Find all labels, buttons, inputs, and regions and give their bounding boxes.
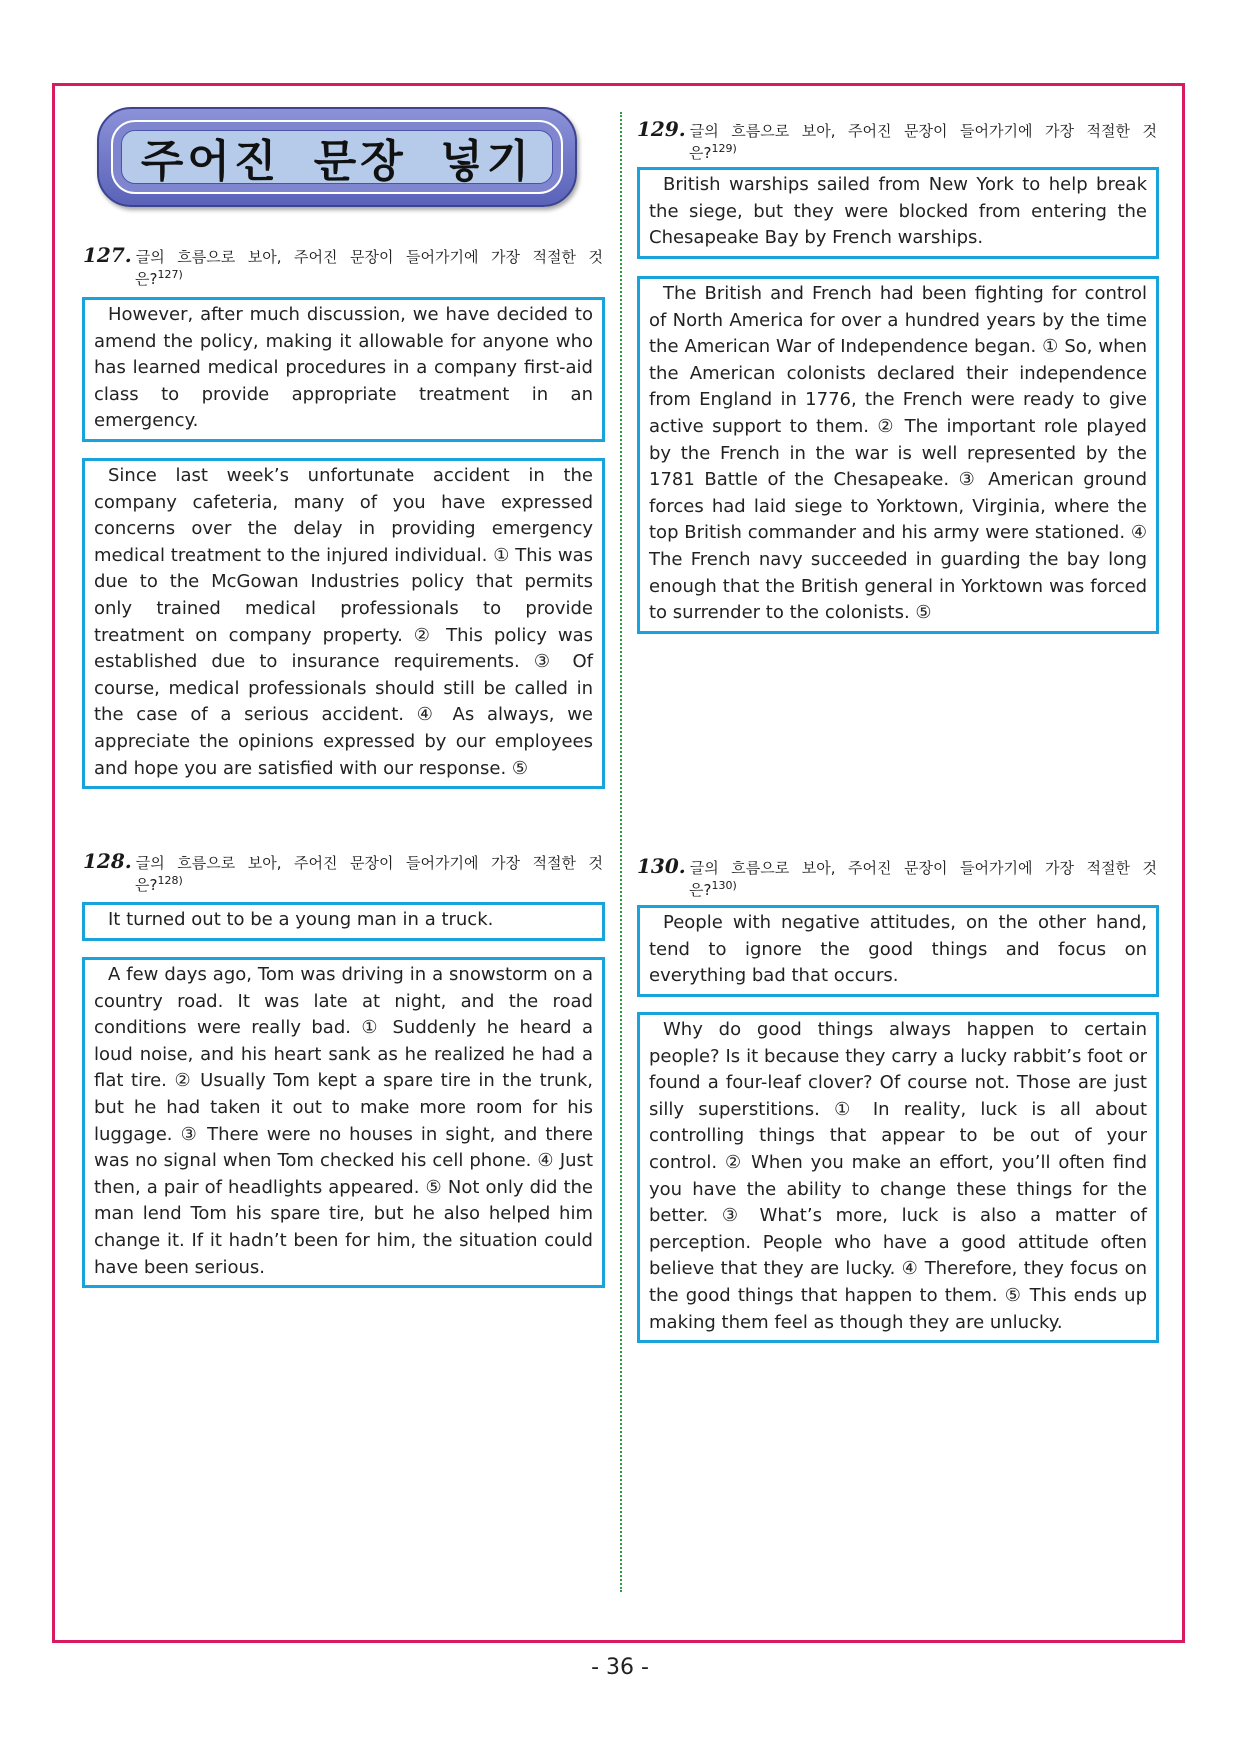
question-128-prompt-line [83, 850, 603, 874]
question-127-footnote-ref: 127) [157, 268, 183, 281]
question-130-prompt-end: 은? [689, 881, 712, 899]
question-129-header [637, 118, 1157, 164]
question-128-footnote-ref: 128) [157, 874, 183, 887]
question-127-header [83, 244, 603, 290]
question-130-footnote-ref: 130) [711, 879, 737, 892]
question-129-prompt: 글의 흐름으로 보아, 주어진 문장이 들어가기에 가장 적절한 것 [689, 122, 1157, 140]
question-128-given-sentence-box [82, 902, 605, 941]
question-129-footnote-ref: 129) [711, 142, 737, 155]
page-number: - 36 - [591, 1655, 649, 1680]
question-129-given-sentence-box [637, 167, 1159, 259]
question-127-prompt: 글의 흐름으로 보아, 주어진 문장이 들어가기에 가장 적절한 것 [135, 248, 603, 266]
question-130-given-sentence-box [637, 905, 1159, 997]
question-128-given-sentence: It turned out to be a young man in a truck. [108, 909, 494, 930]
question-127-prompt-line2 [83, 268, 603, 290]
question-130-header [637, 855, 1157, 901]
question-128-prompt-end: 은? [135, 876, 158, 894]
question-128-number: 128. [83, 849, 132, 873]
question-129-passage: The British and French had been fighting for control of North America for over a hundred years by the time the American War of Independence began. ① So, when the American colonists declared their independence from England in 1776, the French were ready to give active support to them. ② The important role played by the French in the war is well represented by the 1781 Battle of the Chesapeake. ③ American ground forces had laid siege to Yorktown, Virginia, where the top British commander and his army were stationed. ④ The French navy succeeded in guarding the bay long enough that the British general in Yorktown was forced to surrender to the colonists. ⑤ [649, 283, 1147, 624]
question-129-prompt-line [637, 118, 1157, 142]
question-129-passage-box [637, 276, 1159, 634]
column-divider [620, 112, 622, 1592]
question-127-passage: Since last week’s unfortunate accident in the company cafeteria, many of you have expressed concerns over the delay in providing emergency medical treatment to the injured individual. ① This was due to the McGowan Industries policy that permits only trained medical professionals to provide treatment on company property. ② This policy was established due to insurance requirements. ③ Of course, medical professionals should still be called in the case of a serious accident. ④ As always, we appreciate the opinions expressed by our employees and hope you are satisfied with our response. ⑤ [94, 465, 593, 779]
question-129-number: 129. [637, 117, 686, 141]
question-129-given-sentence: British warships sailed from New York to help break the siege, but they were blocked from entering the Chesapeake Bay by French warships. [649, 174, 1147, 249]
section-title-inner [111, 120, 563, 194]
question-128-passage: A few days ago, Tom was driving in a snowstorm on a country road. It was late at night, and the road conditions were really bad. ① Suddenly he heard a loud noise, and his heart sank as he realized he had a flat tire. ② Usually Tom kept a spare tire in the trunk, but he had taken it out to make more room for his luggage. ③ There were no houses in sight, and there was no signal when Tom checked his cell phone. ④ Just then, a pair of headlights appeared. ⑤ Not only did the man lend Tom his spare tire, but he also helped him change it. If it hadn’t been for him, the situation could have been serious. [94, 964, 593, 1278]
section-title: 주어진 문장 넣기 [140, 136, 534, 187]
question-127-given-sentence-box [82, 297, 605, 442]
question-130-passage-box [637, 1012, 1159, 1343]
question-128-prompt-line2 [83, 874, 603, 896]
question-130-prompt: 글의 흐름으로 보아, 주어진 문장이 들어가기에 가장 적절한 것 [689, 859, 1157, 877]
question-130-passage: Why do good things always happen to certain people? Is it because they carry a lucky rabbit’s foot or found a four-leaf clover? Of course not. Those are just silly superstitions. ① In reality, luck is all about controlling things that appear to be out of your control. ② When you make an effort, you’ll often find you have the ability to change these things for the better. ③ What’s more, luck is also a matter of perception. People who have a good attitude often believe that they are lucky. ④ Therefore, they focus on the good things that happen to them. ⑤ This ends up making them feel as though they are unlucky. [649, 1019, 1147, 1333]
question-127-given-sentence: However, after much discussion, we have decided to amend the policy, making it allowable for anyone who has learned medical procedures in a company first-aid class to provide appropriate treatment in an emergency. [94, 304, 593, 432]
question-130-number: 130. [637, 854, 686, 878]
question-127-prompt-end: 은? [135, 270, 158, 288]
question-127-passage-box [82, 458, 605, 789]
question-127-number: 127. [83, 243, 132, 267]
question-130-prompt-line [637, 855, 1157, 879]
question-130-prompt-line2 [637, 879, 1157, 901]
question-127-prompt-line [83, 244, 603, 268]
question-130-given-sentence: People with negative attitudes, on the other hand, tend to ignore the good things and focus on everything bad that occurs. [649, 912, 1147, 987]
section-title-plate [121, 130, 553, 187]
question-129-prompt-line2 [637, 142, 1157, 164]
section-title-badge [97, 107, 577, 207]
question-129-prompt-end: 은? [689, 144, 712, 162]
question-128-prompt: 글의 흐름으로 보아, 주어진 문장이 들어가기에 가장 적절한 것 [135, 854, 603, 872]
question-128-header [83, 850, 603, 896]
question-128-passage-box [82, 957, 605, 1288]
